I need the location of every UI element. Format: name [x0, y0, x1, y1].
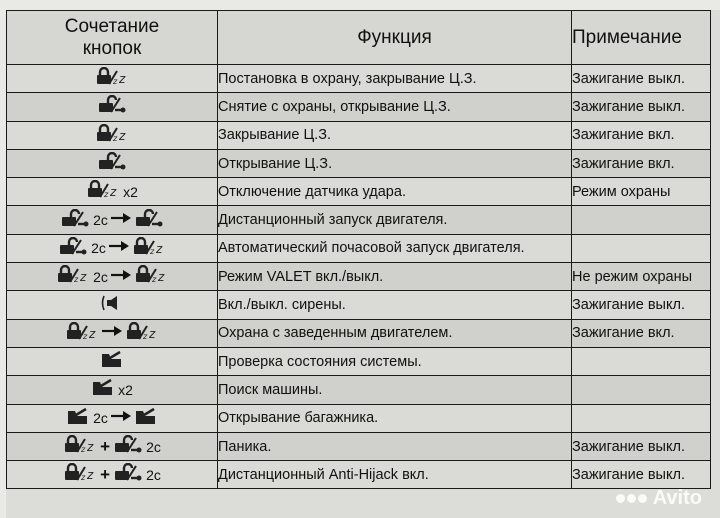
arrow-right-icon [102, 324, 122, 342]
button-combo [95, 67, 129, 90]
button-combo [63, 435, 161, 458]
svg-text:z: z [149, 326, 156, 340]
avito-watermark [616, 487, 702, 510]
svg-text:z: z [113, 133, 118, 142]
trunk-icon [134, 407, 158, 430]
lock-z-icon [125, 322, 159, 345]
note-cell: Зажигание вкл. [572, 121, 711, 149]
combo-cell [7, 93, 218, 121]
table-row [7, 461, 711, 489]
svg-text:z: z [110, 185, 117, 199]
unlock-icon [113, 463, 143, 486]
svg-text:z: z [119, 128, 126, 142]
unlock-icon [58, 237, 88, 260]
button-combo [95, 124, 129, 147]
table-row [7, 263, 711, 291]
header-combo-line1: Сочетание [64, 15, 160, 37]
table-row [7, 65, 711, 93]
button-combo [65, 322, 159, 345]
function-cell: Снятие с охраны, открывание Ц.З. [218, 93, 572, 121]
trunk-icon [100, 350, 124, 373]
function-cell: Охрана с заведенным двигателем. [218, 319, 572, 347]
svg-text:z: z [151, 275, 157, 284]
table-row [7, 404, 711, 432]
svg-text:z: z [104, 190, 109, 199]
svg-text:z: z [89, 326, 96, 340]
function-cell: Открывание Ц.З. [218, 149, 572, 177]
button-combo [100, 294, 124, 317]
combo-modifier-label: x2 [123, 183, 138, 200]
arrow-right-icon [109, 239, 129, 257]
button-combo [58, 237, 166, 260]
function-cell: Проверка состояния системы. [218, 347, 572, 375]
combo-modifier-label: 2c [93, 410, 108, 427]
function-cell: Закрывание Ц.З. [218, 121, 572, 149]
note-cell: Зажигание выкл. [572, 432, 711, 460]
function-cell: Поиск машины. [218, 376, 572, 404]
lock-z-icon [56, 265, 90, 288]
avito-logo-icon [616, 494, 647, 503]
button-combo [63, 463, 161, 486]
arrow-right-icon [111, 409, 131, 427]
table-row [7, 93, 711, 121]
table-row [7, 347, 711, 375]
note-cell [572, 376, 711, 404]
note-cell: Зажигание выкл. [572, 291, 711, 319]
watermark-text: Avito [652, 487, 702, 509]
combo-cell [7, 263, 218, 291]
svg-text:z: z [83, 331, 88, 340]
table-row [7, 376, 711, 404]
trunk-icon [66, 407, 90, 430]
svg-text:z: z [143, 331, 148, 340]
combo-cell [7, 234, 218, 262]
manual-page [6, 10, 720, 518]
function-cell: Вкл./выкл. сирены. [218, 291, 572, 319]
speaker-icon [100, 294, 124, 317]
table-header-row [7, 11, 711, 65]
combo-cell [7, 178, 218, 206]
button-combo [60, 209, 164, 232]
lock-z-icon [132, 237, 166, 260]
combo-cell [7, 206, 218, 234]
function-cell: Режим VALET вкл./выкл. [218, 263, 572, 291]
svg-text:z: z [74, 275, 79, 284]
button-combo [97, 152, 127, 175]
header-combo-line2: кнопок [82, 37, 142, 59]
combo-cell [7, 404, 218, 432]
combo-cell [7, 376, 218, 404]
table-row [7, 234, 711, 262]
arrow-right-icon [111, 211, 131, 229]
combo-modifier-label: 2c [146, 466, 161, 483]
lock-z-icon [95, 67, 129, 90]
combo-cell [7, 319, 218, 347]
button-combo [86, 180, 138, 203]
combo-cell [7, 347, 218, 375]
button-combo [100, 350, 124, 373]
function-cell: Автоматический почасовой запуск двигателя. [218, 234, 572, 262]
plus-icon: + [100, 464, 111, 484]
combo-cell [7, 65, 218, 93]
svg-text:z: z [149, 246, 155, 255]
lock-z-icon [63, 435, 97, 458]
combo-cell [7, 149, 218, 177]
function-cell: Дистанционный Anti-Hijack вкл. [218, 461, 572, 489]
button-combo [56, 265, 168, 288]
svg-text:z: z [119, 72, 126, 86]
note-cell: Зажигание вкл. [572, 149, 711, 177]
table-row [7, 432, 711, 460]
svg-text:z: z [87, 440, 94, 453]
table-row [7, 149, 711, 177]
header-combo [7, 11, 218, 65]
svg-text:z: z [81, 473, 86, 482]
plus-icon: + [100, 436, 111, 456]
function-cell: Отключение датчика удара. [218, 178, 572, 206]
lock-z-icon [65, 322, 99, 345]
lock-z-icon [86, 180, 120, 203]
button-combo [91, 378, 133, 401]
unlock-icon [97, 95, 127, 118]
button-combination-table [6, 10, 711, 489]
unlock-icon [97, 152, 127, 175]
arrow-right-icon [111, 268, 131, 286]
unlock-icon [60, 209, 90, 232]
svg-text:z: z [155, 241, 163, 255]
svg-text:z: z [157, 270, 165, 284]
svg-text:z: z [87, 468, 94, 482]
note-cell: Зажигание вкл. [572, 319, 711, 347]
combo-cell [7, 291, 218, 319]
lock-z-icon [95, 124, 129, 147]
header-note: Примечание [572, 11, 711, 65]
button-combo [97, 95, 127, 118]
note-cell: Зажигание выкл. [572, 461, 711, 489]
lock-z-icon [63, 463, 97, 486]
unlock-icon [134, 209, 164, 232]
note-cell: Зажигание выкл. [572, 65, 711, 93]
note-cell: Не режим охраны [572, 263, 711, 291]
combo-modifier-label: x2 [118, 381, 133, 398]
table-row [7, 319, 711, 347]
note-cell [572, 234, 711, 262]
trunk-icon [91, 378, 115, 401]
table-row [7, 121, 711, 149]
combo-cell [7, 121, 218, 149]
note-cell: Режим охраны [572, 178, 711, 206]
svg-text:z: z [81, 445, 86, 453]
combo-cell [7, 432, 218, 460]
function-cell: Паника. [218, 432, 572, 460]
note-cell [572, 404, 711, 432]
note-cell [572, 347, 711, 375]
lock-z-icon [134, 265, 168, 288]
table-row [7, 178, 711, 206]
function-cell: Дистанционный запуск двигателя. [218, 206, 572, 234]
combo-cell [7, 461, 218, 489]
combo-modifier-label: 2c [93, 212, 108, 229]
button-combo [66, 407, 158, 430]
combo-modifier-label: 2c [91, 240, 106, 257]
combo-modifier-label: 2c [93, 268, 108, 285]
combo-modifier-label: 2c [146, 438, 161, 455]
function-cell: Открывание багажника. [218, 404, 572, 432]
note-cell: Зажигание выкл. [572, 93, 711, 121]
table-row [7, 206, 711, 234]
header-function: Функция [218, 11, 572, 65]
function-cell: Постановка в охрану, закрывание Ц.З. [218, 65, 572, 93]
unlock-icon [113, 435, 143, 458]
table-row [7, 291, 711, 319]
svg-text:z: z [80, 270, 87, 284]
svg-text:z: z [113, 77, 118, 86]
note-cell [572, 206, 711, 234]
